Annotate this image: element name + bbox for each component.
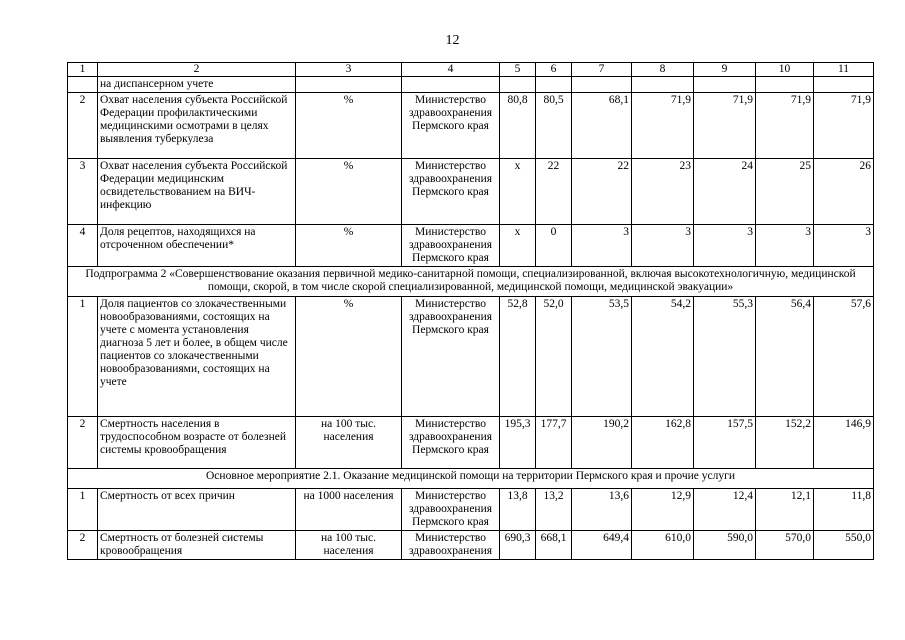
indicator-name: Доля пациентов со злокачественными новообразованиями, состоящих на учете с момента установления диагноза 5 лет и более, в общем числе пациентов со злокачественными новообразованиями, состоящих на учете bbox=[98, 297, 296, 417]
row-number: 1 bbox=[68, 489, 98, 531]
value-cell: 570,0 bbox=[756, 531, 814, 560]
value-cell: 80,5 bbox=[536, 93, 572, 159]
responsible-cell: Министерство здравоохранения Пермского края bbox=[402, 417, 500, 469]
value-cell: 590,0 bbox=[694, 531, 756, 560]
value-cell: 668,1 bbox=[536, 531, 572, 560]
value-cell bbox=[632, 77, 694, 93]
value-cell bbox=[500, 77, 536, 93]
table-header-row bbox=[68, 63, 874, 77]
value-cell bbox=[756, 77, 814, 93]
value-cell: 157,5 bbox=[694, 417, 756, 469]
value-cell: 71,9 bbox=[694, 93, 756, 159]
unit-cell: % bbox=[296, 225, 402, 267]
unit-cell: на 1000 населения bbox=[296, 489, 402, 531]
responsible-cell: Министерство здравоохранения Пермского края bbox=[402, 93, 500, 159]
value-cell: 71,9 bbox=[814, 93, 874, 159]
section-header-row bbox=[68, 267, 874, 297]
column-header: 5 bbox=[500, 63, 536, 77]
value-cell: 12,1 bbox=[756, 489, 814, 531]
indicator-name: Охват населения субъекта Российской Федерации медицинским освидетельствованием на ВИЧ-инфекцию bbox=[98, 159, 296, 225]
value-cell: х bbox=[500, 225, 536, 267]
value-cell: 3 bbox=[572, 225, 632, 267]
value-cell: 177,7 bbox=[536, 417, 572, 469]
value-cell: 22 bbox=[536, 159, 572, 225]
value-cell: х bbox=[500, 159, 536, 225]
value-cell bbox=[572, 77, 632, 93]
row-number: 3 bbox=[68, 159, 98, 225]
value-cell: 0 bbox=[536, 225, 572, 267]
value-cell: 12,4 bbox=[694, 489, 756, 531]
column-header: 10 bbox=[756, 63, 814, 77]
row-number: 2 bbox=[68, 531, 98, 560]
unit-cell: на 100 тыс. населения bbox=[296, 531, 402, 560]
value-cell: 146,9 bbox=[814, 417, 874, 469]
column-header: 7 bbox=[572, 63, 632, 77]
table-row bbox=[68, 159, 874, 225]
table-row bbox=[68, 417, 874, 469]
value-cell: 152,2 bbox=[756, 417, 814, 469]
value-cell: 22 bbox=[572, 159, 632, 225]
value-cell bbox=[536, 77, 572, 93]
value-cell: 71,9 bbox=[632, 93, 694, 159]
unit-cell: % bbox=[296, 93, 402, 159]
column-header: 4 bbox=[402, 63, 500, 77]
value-cell: 610,0 bbox=[632, 531, 694, 560]
value-cell: 13,8 bbox=[500, 489, 536, 531]
column-header: 8 bbox=[632, 63, 694, 77]
responsible-cell: Министерство здравоохранения Пермского края bbox=[402, 297, 500, 417]
value-cell: 12,9 bbox=[632, 489, 694, 531]
value-cell: 3 bbox=[632, 225, 694, 267]
row-number: 2 bbox=[68, 93, 98, 159]
value-cell: 3 bbox=[756, 225, 814, 267]
indicator-name: Доля рецептов, находящихся на отсроченном обеспечении* bbox=[98, 225, 296, 267]
unit-cell: % bbox=[296, 159, 402, 225]
value-cell: 550,0 bbox=[814, 531, 874, 560]
value-cell bbox=[814, 77, 874, 93]
section-title: Подпрограмма 2 «Совершенствование оказания первичной медико-санитарной помощи, специализированной, включая высокотехнологичную, медицинской помощи, скорой, в том числе скорой специализированной, медицинской помощи, медицинской эвакуации» bbox=[68, 267, 874, 297]
value-cell: 54,2 bbox=[632, 297, 694, 417]
value-cell: 25 bbox=[756, 159, 814, 225]
indicators-table bbox=[67, 62, 874, 560]
column-header: 9 bbox=[694, 63, 756, 77]
column-header: 6 bbox=[536, 63, 572, 77]
value-cell: 11,8 bbox=[814, 489, 874, 531]
table-row bbox=[68, 297, 874, 417]
responsible-cell: Министерство здравоохранения Пермского края bbox=[402, 159, 500, 225]
value-cell: 13,2 bbox=[536, 489, 572, 531]
column-header: 3 bbox=[296, 63, 402, 77]
value-cell: 190,2 bbox=[572, 417, 632, 469]
value-cell: 56,4 bbox=[756, 297, 814, 417]
responsible-cell: Министерство здравоохранения bbox=[402, 531, 500, 560]
value-cell: 71,9 bbox=[756, 93, 814, 159]
table-row bbox=[68, 531, 874, 560]
value-cell: 53,5 bbox=[572, 297, 632, 417]
value-cell: 3 bbox=[694, 225, 756, 267]
column-header: 2 bbox=[98, 63, 296, 77]
indicator-name: на диспансерном учете bbox=[98, 77, 296, 93]
row-number bbox=[68, 77, 98, 93]
table-body bbox=[68, 63, 874, 560]
value-cell bbox=[694, 77, 756, 93]
value-cell: 55,3 bbox=[694, 297, 756, 417]
section-header-row bbox=[68, 469, 874, 489]
row-number: 1 bbox=[68, 297, 98, 417]
value-cell: 52,0 bbox=[536, 297, 572, 417]
value-cell: 13,6 bbox=[572, 489, 632, 531]
section-title: Основное мероприятие 2.1. Оказание медицинской помощи на территории Пермского края и прочие услуги bbox=[68, 469, 874, 489]
table-row bbox=[68, 489, 874, 531]
page-number: 12 bbox=[445, 33, 460, 48]
indicator-name: Охват населения субъекта Российской Федерации профилактическими медицинскими осмотрами в целях выявления туберкулеза bbox=[98, 93, 296, 159]
unit-cell: на 100 тыс. населения bbox=[296, 417, 402, 469]
responsible-cell: Министерство здравоохранения Пермского края bbox=[402, 225, 500, 267]
value-cell: 57,6 bbox=[814, 297, 874, 417]
responsible-cell: Министерство здравоохранения Пермского края bbox=[402, 489, 500, 531]
unit-cell bbox=[296, 77, 402, 93]
indicator-name: Смертность от всех причин bbox=[98, 489, 296, 531]
value-cell: 52,8 bbox=[500, 297, 536, 417]
table-row bbox=[68, 225, 874, 267]
indicator-name: Смертность от болезней системы кровообращения bbox=[98, 531, 296, 560]
value-cell: 68,1 bbox=[572, 93, 632, 159]
row-number: 4 bbox=[68, 225, 98, 267]
table-row bbox=[68, 77, 874, 93]
value-cell: 24 bbox=[694, 159, 756, 225]
column-header: 1 bbox=[68, 63, 98, 77]
value-cell: 23 bbox=[632, 159, 694, 225]
value-cell: 690,3 bbox=[500, 531, 536, 560]
indicator-name: Смертность населения в трудоспособном возрасте от болезней системы кровообращения bbox=[98, 417, 296, 469]
value-cell: 195,3 bbox=[500, 417, 536, 469]
value-cell: 80,8 bbox=[500, 93, 536, 159]
unit-cell: % bbox=[296, 297, 402, 417]
column-header: 11 bbox=[814, 63, 874, 77]
value-cell: 162,8 bbox=[632, 417, 694, 469]
table-row bbox=[68, 93, 874, 159]
value-cell: 26 bbox=[814, 159, 874, 225]
value-cell: 3 bbox=[814, 225, 874, 267]
value-cell: 649,4 bbox=[572, 531, 632, 560]
row-number: 2 bbox=[68, 417, 98, 469]
responsible-cell bbox=[402, 77, 500, 93]
